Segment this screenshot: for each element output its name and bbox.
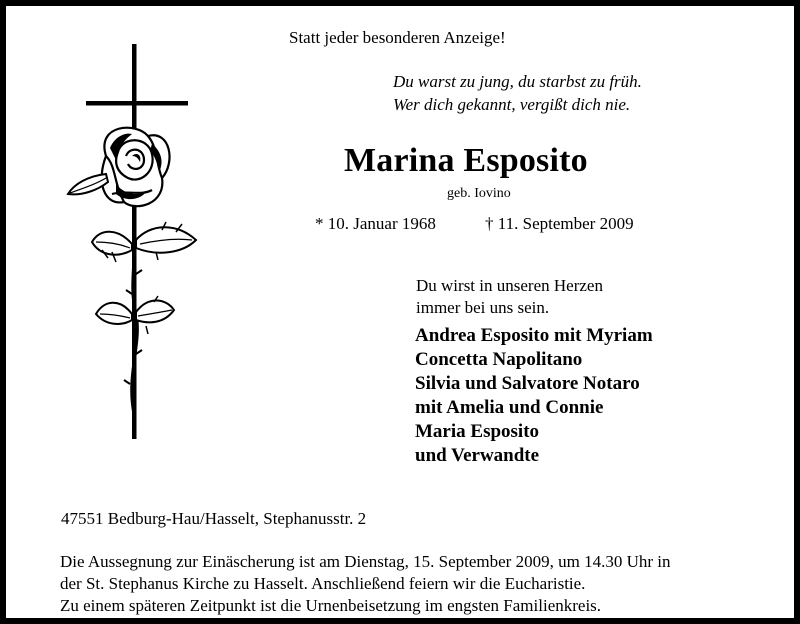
mourner-line: Concetta Napolitano bbox=[415, 349, 583, 370]
birth-date: * 10. Januar 1968 bbox=[315, 214, 436, 233]
memory-text bbox=[416, 275, 603, 319]
verse-line: Du warst zu jung, du starbst zu früh. bbox=[393, 72, 642, 91]
cross-with-rose-icon bbox=[66, 44, 206, 444]
mourner-line: und Verwandte bbox=[415, 445, 540, 466]
service-line: Zu einem späteren Zeitpunkt ist die Urnenbeisetzung im engsten Familienkreis. bbox=[60, 596, 602, 615]
death-date: † 11. September 2009 bbox=[485, 214, 634, 233]
mourner-line: Silvia und Salvatore Notaro bbox=[415, 373, 640, 394]
mourner-line: Andrea Esposito mit Myriam bbox=[415, 325, 653, 346]
memory-line: immer bei uns sein. bbox=[416, 298, 550, 317]
mourner-line: Maria Esposito bbox=[415, 421, 540, 442]
memory-line: Du wirst in unseren Herzen bbox=[416, 276, 603, 295]
verse-line: Wer dich gekannt, vergißt dich nie. bbox=[393, 95, 631, 114]
family-address: 47551 Bedburg-Hau/Hasselt, Stephanusstr. 2 bbox=[61, 509, 367, 528]
maiden-name: geb. Iovino bbox=[447, 186, 511, 201]
service-details bbox=[60, 551, 670, 617]
mourner-line: mit Amelia und Connie bbox=[415, 397, 604, 418]
service-line: der St. Stephanus Kirche zu Hasselt. Anschließend feiern wir die Eucharistie. bbox=[60, 574, 586, 593]
memorial-verse bbox=[393, 70, 642, 116]
service-line: Die Aussegnung zur Einäscherung ist am Dienstag, 15. September 2009, um 14.30 Uhr in bbox=[60, 552, 671, 571]
intro-line: Statt jeder besonderen Anzeige! bbox=[289, 28, 506, 47]
mourners-list bbox=[415, 324, 653, 468]
deceased-name: Marina Esposito bbox=[344, 142, 588, 179]
